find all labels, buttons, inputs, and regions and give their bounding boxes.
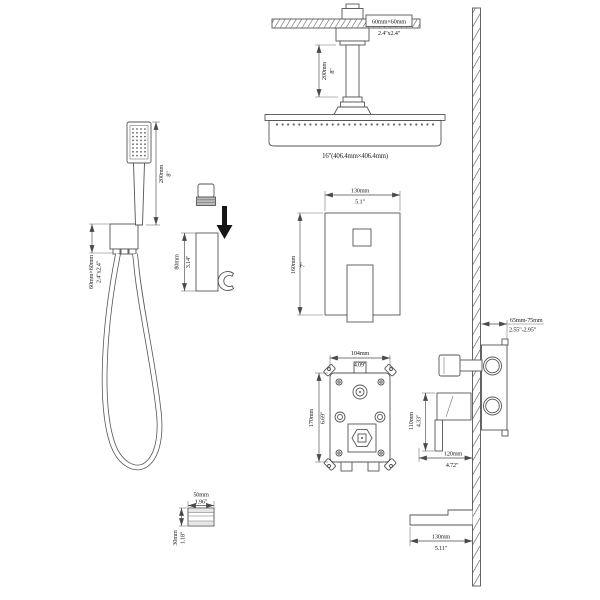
dim-depth-mm: 65mm-75mm (510, 317, 543, 324)
dim-ceiling-flange-in: 2.4"x2.4" (377, 30, 401, 37)
wall-hatch (473, 8, 481, 586)
dim-mixer-h-mm: 160mm (290, 255, 297, 275)
dim-hand-in: 8" (165, 171, 173, 177)
ceiling-flange (336, 28, 369, 41)
head-top-plate (265, 115, 445, 121)
arm-connector-2 (341, 102, 365, 107)
hand-shower (88, 122, 173, 467)
dim-bracket-mm: 80mm (173, 254, 181, 270)
dim-valve-w-in: 4.09" (353, 361, 367, 369)
dim-spout-mm: 130mm (431, 533, 451, 541)
rough-in-valve (308, 350, 397, 471)
dim-slide-w-mm: 50mm (193, 491, 209, 499)
side-body-tab-top (502, 339, 508, 345)
arm-supply-stub (342, 9, 363, 20)
spout-profile (410, 510, 473, 525)
flange-step (340, 41, 365, 45)
dim-spout-in: 5.11" (434, 545, 448, 552)
hand-shower-handle (134, 163, 145, 225)
dim-ceiling-flange-mm: 60mm×60mm (372, 18, 406, 26)
dim-mixer-w-in: 5.1" (355, 198, 365, 206)
dim-bracket-in: 3.14" (185, 255, 192, 269)
slide-connector (172, 492, 214, 546)
rain-shower-head (265, 115, 445, 161)
dim-slide-h-in: 1.18" (179, 531, 187, 545)
dim-valve-w-mm: 104mm (350, 350, 370, 357)
holder-port-2 (121, 249, 128, 254)
ceiling-mount-assembly (272, 4, 420, 115)
diverter-knob (439, 355, 460, 376)
dim-slide-h-mm: 30mm (172, 530, 179, 546)
handle-escutcheon (437, 393, 471, 420)
dim-depth-in: 2.55"-2.95" (509, 326, 537, 334)
mixer-handle (347, 265, 373, 322)
dim-mixer-w-mm: 130mm (350, 187, 370, 195)
hose-connector-base (197, 197, 216, 206)
bracket-assembly (174, 184, 234, 291)
hand-shower-head (127, 122, 151, 163)
diverter-stem (458, 360, 482, 371)
mixer-valve-trim (290, 188, 400, 323)
arm-connector-flare (334, 107, 371, 115)
holder-port-3 (129, 249, 136, 254)
arm-supply-cap (346, 4, 359, 9)
hose-connector (198, 184, 214, 197)
dim-trim-w-mm: 120mm (443, 450, 463, 458)
dim-trim-h-mm: 110mm (408, 411, 415, 431)
hand-shower-holder (110, 224, 138, 249)
dim-mixer-h-in: 7" (299, 262, 307, 268)
wall-bracket-plate (196, 233, 218, 291)
dim-arm-in: 8" (329, 68, 336, 74)
shower-arm (346, 45, 359, 97)
head-nozzles (276, 123, 434, 125)
dim-trim-h-in: 4.33" (415, 414, 423, 428)
dim-slide-w-in: 1.96" (194, 498, 208, 506)
bracket-hook (218, 272, 233, 291)
dim-arm-mm: 200mm (321, 61, 328, 81)
dim-holder-mm: 60mm×60mm (88, 255, 95, 289)
dim-head-size: 16"(406.4mm×406.4mm) (322, 153, 388, 160)
valve-bottom-port-right (368, 462, 379, 471)
dim-valve-h-in: 6.69" (319, 411, 327, 425)
dim-hand-mm: 200mm (158, 164, 165, 184)
arm-connector-1 (343, 97, 362, 102)
holder-port-1 (113, 249, 120, 254)
handle-lever-bar (435, 420, 443, 451)
dim-holder-in: 2.4"x2.4" (95, 260, 103, 284)
tub-spout (410, 510, 473, 552)
valve-bottom-port-left (341, 462, 352, 471)
wall-section (473, 8, 481, 586)
dim-valve-h-mm: 170mm (308, 408, 315, 428)
side-valve-body (482, 345, 508, 430)
insert-arrow-icon (217, 206, 233, 239)
dim-trim-w-in: 4.72" (445, 462, 459, 469)
side-body-tab-bottom (502, 430, 508, 436)
